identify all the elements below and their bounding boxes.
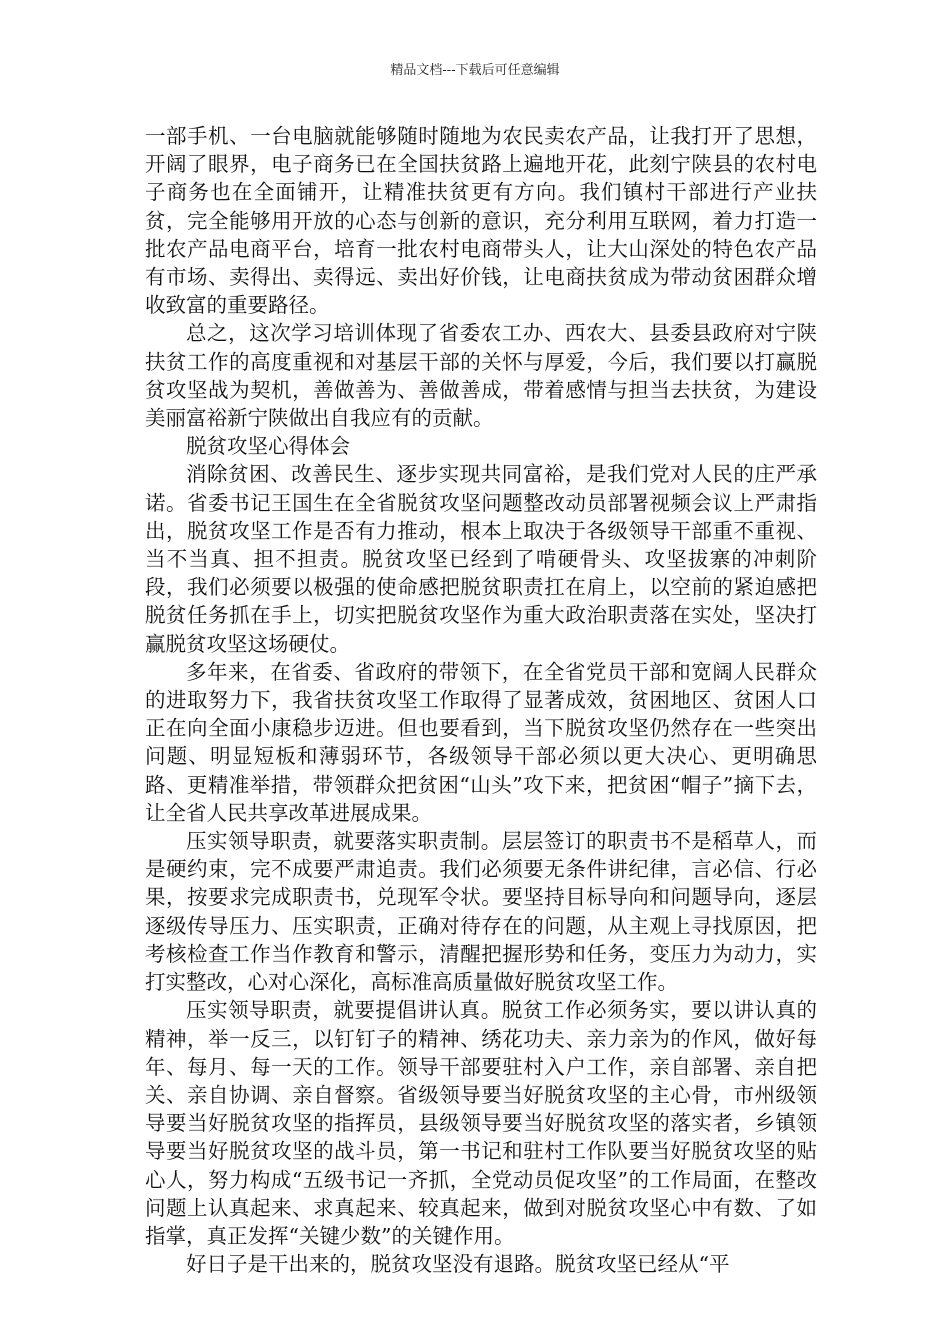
page-header: 精品文档---下载后可任意编辑 [390,63,560,78]
paragraph-conclusion: 总之，这次学习培训体现了省委农工办、西农大、县委县政府对宁陕扶贫工作的高度重视和对基层干部的关怀与厚爱，今后，我们要以打赢脱贫攻坚战为契机，善做善为、善做善成，带着感情与担当去扶贫，为建设美丽富裕新宁陕做出自我应有的贡献。 [145,321,817,431]
paragraph-responsibility-system: 压实领导职责，就要落实职责制。层层签订的职责书不是稻草人，而是硬约束，完不成要严肃追责。我们必须要无条件讲纪律，言必信、行必果，按要求完成职责书，兑现军令状。要坚持目标导向和问题导向，逐层逐级传导压力、压实职责，正确对待存在的问题，从主观上寻找原因，把考核检查工作当作教育和警示，清醒把握形势和任务，变压力为动力，实打实整改，心对心深化，高标准高质量做好脱贫攻坚工作。 [145,829,817,995]
paragraph-earnestness: 压实领导职责，就要提倡讲认真。脱贫工作必须务实，要以讲认真的精神，举一反三，以钉钉子的精神、绣花功夫、亲力亲为的作风，做好每年、每月、每一天的工作。领导干部要驻村入户工作，亲自部署、亲自把关、亲自协调、亲自督察。省级领导要当好脱贫攻坚的主心骨，市州级领导要当好脱贫攻坚的指挥员，县级领导要当好脱贫攻坚的落实者，乡镇领导要当好脱贫攻坚的战斗员，第一书记和驻村工作队要当好脱贫攻坚的贴心人，努力构成“五级书记一齐抓，全党动员促攻坚”的工作局面，在整改问题上认真起来、求真起来、较真起来，做到对脱贫攻坚心中有数、了如指掌，真正发挥“关键少数”的关键作用。 [145,998,817,1248]
paragraph-poverty-promise: 消除贫困、改善民生、逐步实现共同富裕，是我们党对人民的庄严承诺。省委书记王国生在全省脱贫攻坚问题整改动员部署视频会议上严肃指出，脱贫攻坚工作是否有力推动，根本上取决于各级领导干部重不重视、当不当真、担不担责。脱贫攻坚已经到了啃硬骨头、攻坚拔寨的冲刺阶段，我们必须要以极强的使命感把脱贫职责扛在肩上，以空前的紧迫感把脱贫任务抓在手上，切实把脱贫攻坚作为重大政治职责落在实处，坚决打赢脱贫攻坚这场硬仗。 [145,462,817,656]
section-title: 脱贫攻坚心得体会 [186,434,350,459]
document-body [145,122,817,1278]
paragraph-ecommerce-continued: 一部手机、一台电脑就能够随时随地为农民卖农产品，让我打开了思想，开阔了眼界，电子商务已在全国扶贫路上遍地开花，此刻宁陕县的农村电子商务也在全面铺开，让精准扶贫更有方向。我们镇村干部进行产业扶贫，完全能够用开放的心态与创新的意识，充分利用互联网，着力打造一批农产品电商平台，培育一批农村电商带头人，让大山深处的特色农产品有市场、卖得出、卖得远、卖出好价钱，让电商扶贫成为带动贫困群众增收致富的重要路径。 [145,124,817,318]
paragraph-no-retreat: 好日子是干出来的，脱贫攻坚没有退路。脱贫攻坚已经从“平 [186,1252,730,1277]
paragraph-achievements: 多年来，在省委、省政府的带领下，在全省党员干部和宽阔人民群众的进取努力下，我省扶贫攻坚工作取得了显著成效，贫困地区、贫困人口正在向全面小康稳步迈进。但也要看到，当下脱贫攻坚仍然存在一些突出问题、明显短板和薄弱环节，各级领导干部必须以更大决心、更明确思路、更精准举措，带领群众把贫困“山头”攻下来，把贫困“帽子”摘下去，让全省人民共享改革进展成果。 [145,659,817,825]
